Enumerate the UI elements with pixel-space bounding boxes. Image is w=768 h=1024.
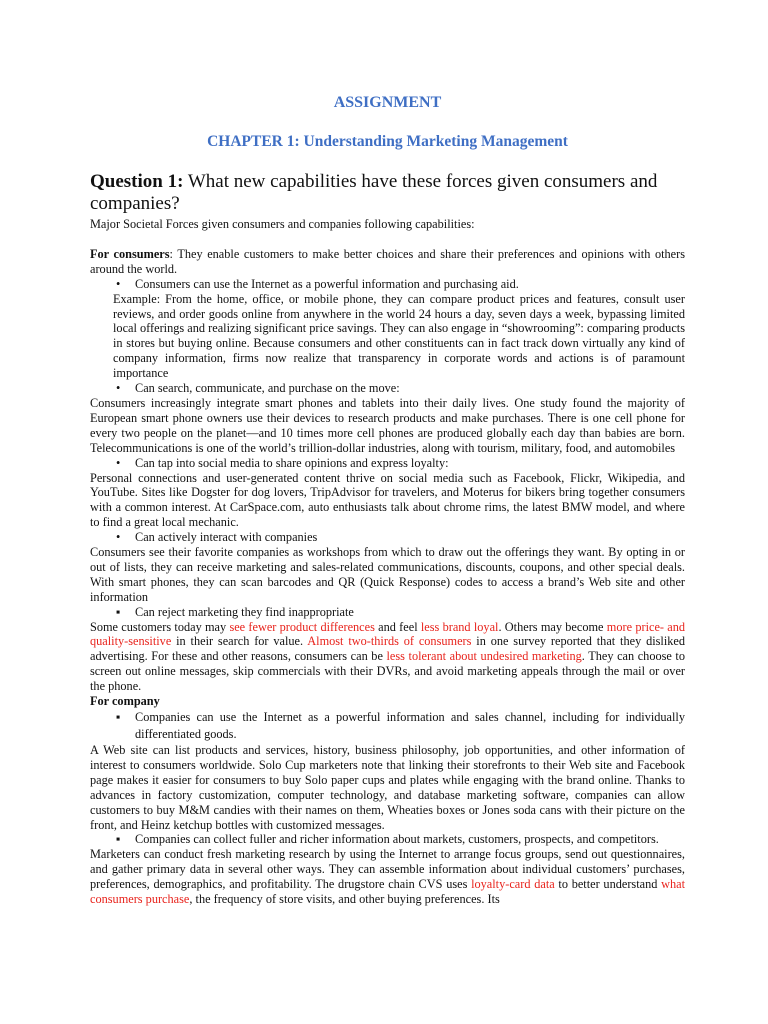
highlight-run: loyalty-card data [471,877,555,892]
question-label: Question 1: [90,171,184,192]
consumer-bullet-2 [90,381,685,396]
question-text: What new capabilities have these forces given consumers and companies? [90,171,658,214]
consumer-bullet-5 [90,605,685,620]
consumer-bullet-4 [90,530,685,545]
small-bullet-icon: ▪ [116,604,121,619]
text-run: in their search for value. [171,634,308,649]
highlight-run: what consumers purchase [90,877,685,907]
small-bullet-icon: ▪ [116,710,121,724]
consumer-example-paragraph: Example: From the home, office, or mobile phone, they can compare product prices and features, consult user reviews, and order goods online from anywhere in the world 24 hours a day, seven days a week, bypassing limited local offerings and realizing significant price savings. They can also engage in “showrooming”: comparing products in stores but buying online. Because consumers and other constituents can in fact track down virtually any kind of company information, firms now realize that transparency in corporate words and actions is of paramount importance [113,291,685,381]
bullet-text: Can reject marketing they find inappropriate [135,604,354,619]
bullet-text: Companies can use the Internet as a powerful information and sales channel, including for individually differentiated goods. [135,710,685,741]
text-run: Some customers today may [90,619,230,634]
company-heading-line [90,694,685,709]
company-heading: For company [90,694,160,709]
consumer-interact-paragraph: Consumers see their favorite companies as workshops from which to draw out the offerings they want. By opting in or out of lists, they can receive marketing and sales-related communications, discounts, coupons, and other special deals. With smart phones, they can scan barcodes and QR (Quick Response) codes to access a brand’s Web site and other information [90,545,685,604]
text-run: in one survey reported that they disliked advertising. For these and other reasons, consumers can be [90,634,686,664]
intro-paragraph: Major Societal Forces given consumers and companies following capabilities: [90,217,475,231]
company-bullet-1 [90,709,685,743]
text-run: and feel [374,619,421,634]
consumer-bullet-1 [90,277,685,292]
bullet-icon: • [116,381,121,396]
bullet-icon: • [116,530,121,545]
bullet-text: Consumers can use the Internet as a powerful information and purchasing aid. [135,276,519,291]
chapter-heading: CHAPTER 1: Understanding Marketing Management [207,133,568,150]
bullet-text: Can search, communicate, and purchase on the move: [135,381,400,396]
consumers-lead: : They enable customers to make better choices and share their preferences and opinions with others around the world. [90,246,686,276]
consumer-bullet-3 [90,456,685,471]
consumer-mobile-paragraph: Consumers increasingly integrate smart phones and tablets into their daily lives. One study found the majority of European smart phone owners use their devices to research products and make purchases. There is one cell phone for every two people on the planet—and 10 times more cell phones are produced globally each day than babies are born. Telecommunications is one of the world’s trillion-dollar industries, along with tourism, military, food, and automobiles [90,395,685,455]
consumers-heading: For consumers [90,246,170,261]
text-run: to better understand [554,877,662,892]
bullet-text: Companies can collect fuller and richer information about markets, customers, prospects, and competitors. [135,832,659,847]
text-run: Marketers can conduct fresh marketing research by using the Internet to arrange focus groups, send out questionnaires, and gather primary data in several other ways. They can assemble information about individual customers’ purchases, preferences, demographics, and profitability. The drugstore chain CVS uses [90,847,685,892]
highlight-run: Almost two-thirds of consumers [307,634,472,649]
consumers-paragraph [90,247,685,277]
bullet-text: Can actively interact with companies [135,530,318,545]
spacer [90,232,685,247]
company-research-paragraph [90,847,685,907]
question-heading [90,171,685,215]
text-run: . Others may become [498,619,607,634]
company-bullet-2 [90,832,685,847]
consumer-reject-paragraph [90,620,685,695]
assignment-title: ASSIGNMENT [333,94,442,111]
company-web-paragraph: A Web site can list products and services, history, business philosophy, job opportunities, and other information of interest to consumers worldwide. Solo Cup marketers note that linking their storefronts to their Web site and Facebook page makes it easier for consumers to buy Solo paper cups and plates while engaging with the brand online. Thanks to advances in factory customization, computer technology, and database marketing software, companies can allow customers to buy M&M candies with their names on them, Wheaties boxes or Jones soda cans with their picture on the front, and Heinz ketchup bottles with customized messages. [90,743,685,832]
consumer-social-paragraph: Personal connections and user-generated content thrive on social media such as Facebook, Flickr, Wikipedia, and YouTube. Sites like Dogster for dog lovers, TripAdvisor for travelers, and Moterus for bikers bring together consumers with a common interest. At CarSpace.com, auto enthusiasts talk about chrome rims, the latest BMW model, and where to find a great local mechanic. [90,470,685,530]
highlight-run: less tolerant about undesired marketing [386,649,582,664]
highlight-run: more price- and quality-sensitive [90,619,686,649]
bullet-icon: • [116,455,121,470]
highlight-run: see fewer product differences [229,619,375,634]
highlight-run: less brand loyal [420,619,499,634]
bullet-text: Can tap into social media to share opinions and express loyalty: [135,455,449,470]
text-run: , the frequency of store visits, and other buying preferences. Its [189,892,500,907]
small-bullet-icon: ▪ [116,832,121,847]
bullet-icon: • [116,276,121,291]
text-run: . They can choose to screen out online messages, skip commercials with their DVRs, and avoid marketing appeals through the mail or over the phone. [90,649,685,694]
